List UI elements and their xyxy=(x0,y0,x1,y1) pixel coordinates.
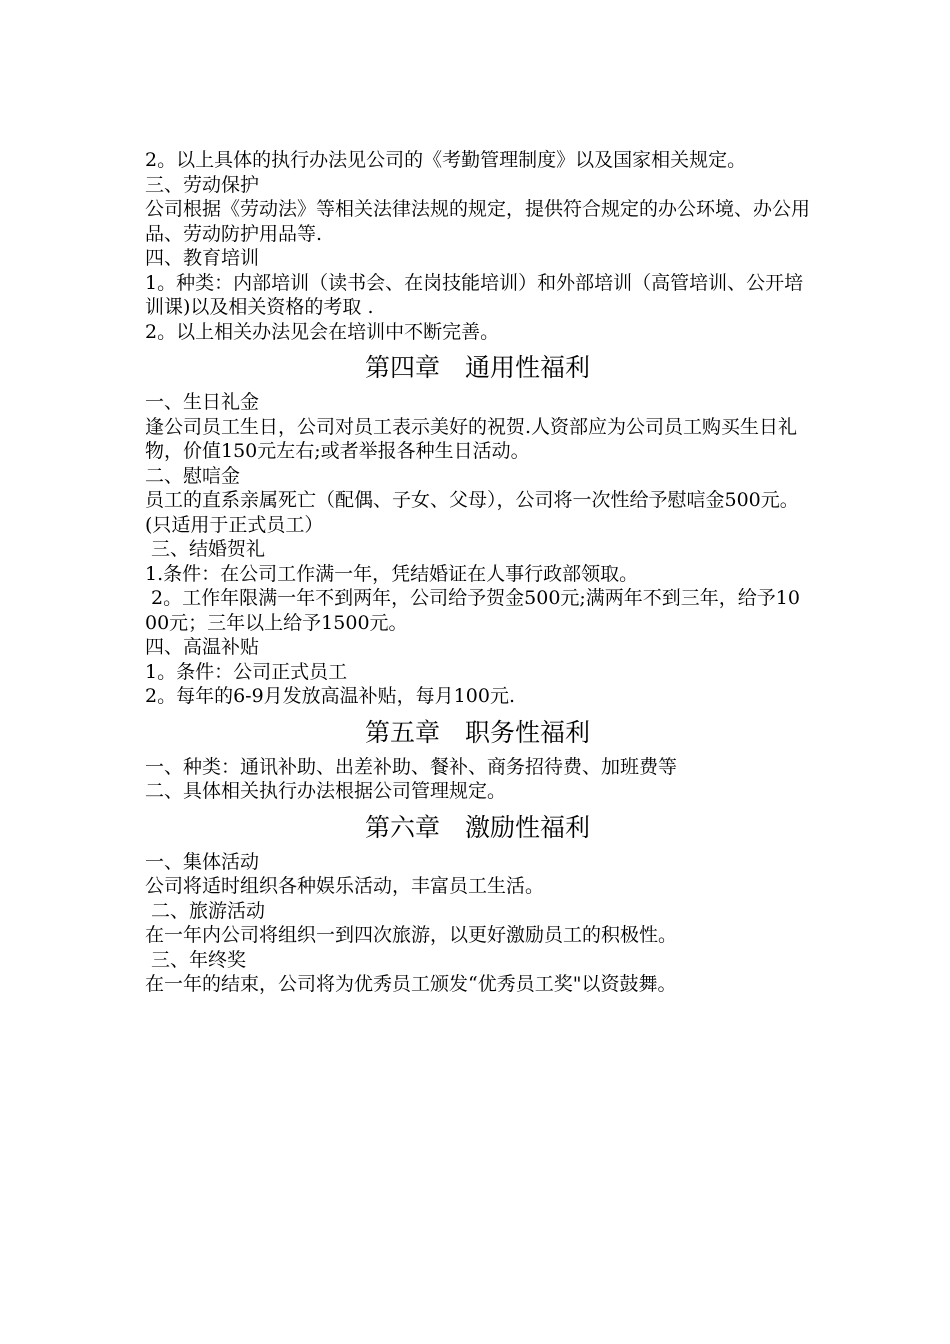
paragraph: 在一年内公司将组织一到四次旅游，以更好激励员工的积极性。 xyxy=(145,924,678,946)
document-body xyxy=(145,148,810,997)
paragraph: 2。以上相关办法见会在培训中不断完善。 xyxy=(145,320,500,343)
section-heading: 二、慰唁金 xyxy=(145,464,241,487)
paragraph: 2。以上具体的执行办法见公司的《考勤管理制度》以及国家相关规定。 xyxy=(145,149,747,171)
paragraph: 员工的直系亲属死亡（配偶、子女、父母），公司将一次性给予慰唁金500元。(只适用于正式员工） xyxy=(145,489,799,536)
chapter-title: 第六章 激励性福利 xyxy=(364,812,590,842)
section-heading: 三、结婚贺礼 xyxy=(145,538,266,560)
paragraph: 逢公司员工生日，公司对员工表示美好的祝贺.人资部应为公司员工购买生日礼物，价值150元左右;或者举报各种生日活动。 xyxy=(145,415,798,462)
section-heading: 三、劳动保护 xyxy=(145,173,260,196)
paragraph: 1.条件：在公司工作满一年，凭结婚证在人事行政部领取。 xyxy=(145,562,639,585)
section-heading: 一、集体活动 xyxy=(145,850,260,873)
paragraph: 2。每年的6-9月发放高温补贴，每月100元. xyxy=(145,685,515,707)
paragraph: 二、具体相关执行办法根据公司管理规定。 xyxy=(145,780,507,802)
paragraph: 一、种类：通讯补助、出差补助、餐补、商务招待费、加班费等 xyxy=(145,755,678,778)
paragraph: 1。条件：公司正式员工 xyxy=(145,660,348,683)
paragraph: 1。种类：内部培训（读书会、在岗技能培训）和外部培训（高管培训、公开培训课)以及相关资格的考取 . xyxy=(145,271,804,318)
section-heading: 二、旅游活动 xyxy=(145,899,266,922)
section-heading: 三、年终奖 xyxy=(145,948,247,971)
paragraph: 在一年的结束，公司将为优秀员工颁发“优秀员工奖"以资鼓舞。 xyxy=(145,973,677,995)
paragraph: 公司根据《劳动法》等相关法律法规的规定，提供符合规定的办公环境、办公用品、劳动防护用品等. xyxy=(145,198,811,245)
paragraph: 公司将适时组织各种娱乐活动，丰富员工生活。 xyxy=(145,875,545,897)
section-heading: 四、教育培训 xyxy=(145,247,260,269)
section-heading: 四、高温补贴 xyxy=(145,636,260,658)
chapter-title: 第五章 职务性福利 xyxy=(364,717,590,747)
paragraph: 2。工作年限满一年不到两年，公司给予贺金500元;满两年不到三年，给予1000元；三年以上给予1500元。 xyxy=(145,587,800,634)
chapter-title: 第四章 通用性福利 xyxy=(364,353,590,382)
section-heading: 一、生日礼金 xyxy=(145,391,260,413)
